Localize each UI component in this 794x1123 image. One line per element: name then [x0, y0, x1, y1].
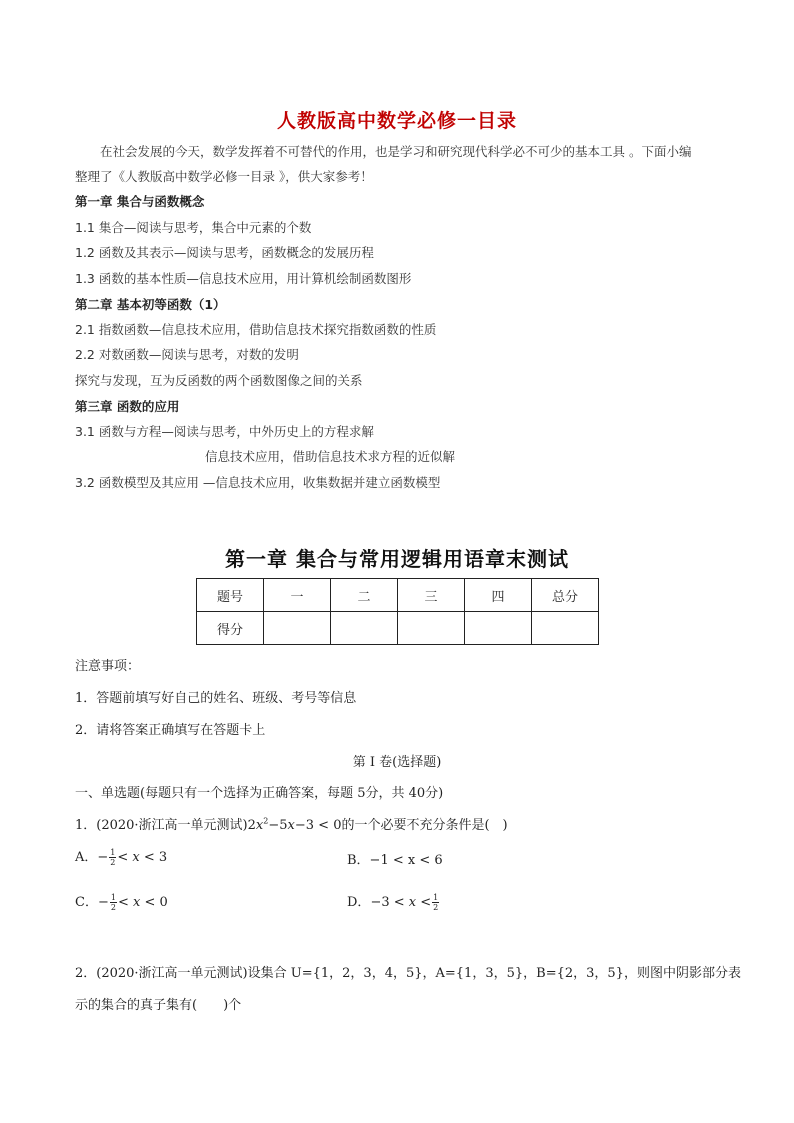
test-title: 第一章 集合与常用逻辑用语章末测试: [225, 547, 569, 571]
option-b[interactable]: B．−1 < x < 6: [347, 853, 443, 868]
toc-item: 2.2 对数函数—阅读与思考，对数的发明: [75, 347, 299, 362]
score-input-cell[interactable]: [331, 612, 398, 645]
option-c[interactable]: C．− $\frac{1}{2}$ < x < 0: [75, 893, 168, 912]
score-table-cell: 得分: [197, 612, 264, 645]
toc-item: 3.1 函数与方程—阅读与思考，中外历史上的方程求解: [75, 424, 374, 439]
score-table-score-row: [197, 612, 599, 645]
volume-label: 第 I 卷(选择题): [352, 755, 442, 770]
toc-item: 1.2 函数及其表示—阅读与思考，函数概念的发展历程: [75, 245, 374, 260]
chapter-1-heading: 第一章 集合与函数概念: [75, 194, 205, 209]
chapter-2-heading: 第二章 基本初等函数（1）: [75, 297, 226, 312]
question-1: [75, 814, 508, 833]
option-d-label: D．: [347, 895, 371, 910]
section-heading: 一、单选题(每题只有一个选择为正确答案，每题 5分，共 40分): [75, 786, 444, 801]
toc-item: 3.2 函数模型及其应用 —信息技术应用，收集数据并建立函数模型: [75, 475, 441, 490]
toc-item: 探究与发现，互为反函数的两个函数图像之间的关系: [75, 373, 363, 388]
score-table-cell: 题号: [197, 579, 264, 612]
note-item: 1．答题前填写好自己的姓名、班级、考号等信息: [75, 691, 357, 706]
question-1-prefix: 1．(2020·浙江高一单元测试): [75, 818, 248, 833]
score-table-header-row: [197, 579, 599, 612]
option-a-label: A．: [75, 850, 98, 865]
score-table-cell: 三: [398, 579, 465, 612]
chapter-3-heading: 第三章 函数的应用: [75, 399, 180, 414]
score-table: [196, 578, 599, 645]
question-2-line-2: 示的集合的真子集有( )个: [75, 998, 242, 1013]
notes-heading: 注意事项：: [75, 659, 141, 674]
page-title: 人教版高中数学必修一目录: [276, 110, 517, 132]
score-input-cell[interactable]: [398, 612, 465, 645]
toc-item: 2.1 指数函数—信息技术应用，借助信息技术探究指数函数的性质: [75, 322, 437, 337]
score-input-cell[interactable]: [264, 612, 331, 645]
intro-line-1: 在社会发展的今天，数学发挥着不可替代的作用，也是学习和研究现代科学必不可少的基本工具 。下面小编: [100, 144, 692, 159]
score-input-cell[interactable]: [465, 612, 532, 645]
option-d[interactable]: D．−3 < x < $\frac{1}{2}$: [347, 893, 439, 912]
score-table-cell: 一: [264, 579, 331, 612]
toc-item: 信息技术应用，借助信息技术求方程的近似解: [205, 449, 456, 464]
question-1-inequality: $2x^2-5x-3 < 0$: [247, 816, 342, 833]
toc-item: 1.1 集合—阅读与思考，集合中元素的个数: [75, 220, 312, 235]
score-table-cell: 二: [331, 579, 398, 612]
option-c-label: C．: [75, 895, 98, 910]
option-a[interactable]: A．− $\frac{1}{2}$ < x < 3: [75, 848, 168, 867]
score-table-cell: 四: [465, 579, 532, 612]
question-1-tail: 的一个必要不充分条件是( ): [341, 818, 508, 833]
score-input-cell[interactable]: [532, 612, 599, 645]
note-item: 2．请将答案正确填写在答题卡上: [75, 723, 266, 738]
question-2-line-1: 2．(2020·浙江高一单元测试)设集合 U={1，2，3，4，5}，A={1，3，5}，B={2，3，5}，则图中阴影部分表: [75, 966, 741, 981]
intro-line-2: 整理了《人教版高中数学必修一目录 》，供大家参考！: [75, 169, 373, 184]
score-table-cell: 总分: [532, 579, 599, 612]
toc-item: 1.3 函数的基本性质—信息技术应用，用计算机绘制函数图形: [75, 271, 412, 286]
